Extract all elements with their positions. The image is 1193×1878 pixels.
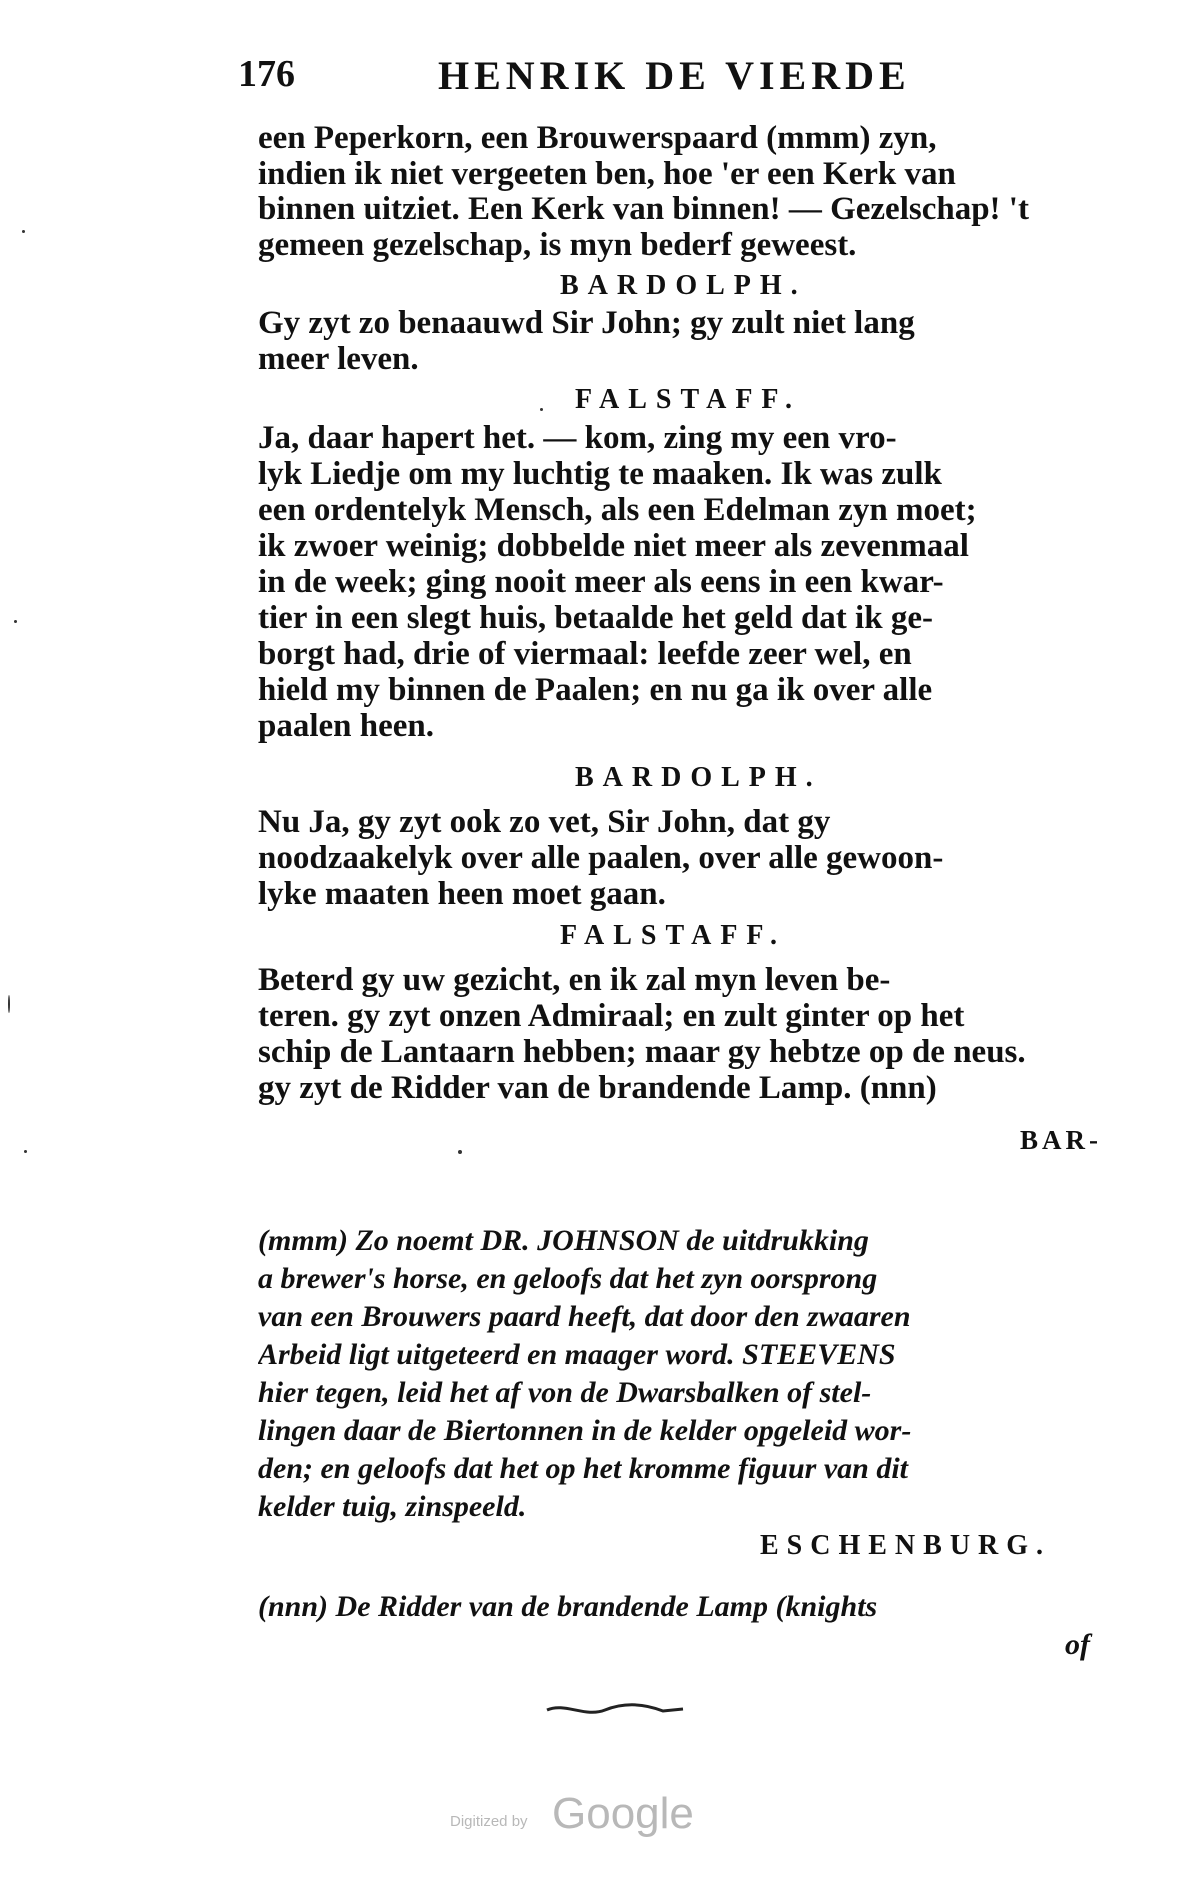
speaker-label: FALSTAFF. — [575, 384, 801, 415]
text-line: ik zwoer weinig; dobbelde niet meer als zevenmaal — [258, 528, 969, 564]
running-title: HENRIK DE VIERDE — [438, 53, 911, 98]
catchword: BAR- — [1020, 1125, 1102, 1155]
text-line: een Peperkorn, een Brouwerspaard (mmm) zyn, — [258, 120, 937, 156]
text-line: lyk Liedje om my luchtig te maaken. Ik was zulk — [258, 456, 942, 492]
text-line: Beterd gy uw gezicht, en ik zal myn leven be- — [258, 962, 891, 998]
text-line: gy zyt de Ridder van de brandende Lamp. (nnn) — [258, 1070, 937, 1106]
ornament-rule — [545, 1700, 685, 1720]
google-logo: Google — [552, 1789, 694, 1838]
digitization-watermark — [440, 1785, 760, 1845]
text-line: Ja, daar hapert het. — kom, zing my een vro- — [258, 420, 897, 456]
speck-mark — [8, 995, 10, 1013]
footnote-line: den; en geloofs dat het op het kromme figuur van dit — [258, 1452, 909, 1485]
footnote-line: kelder tuig, zinspeeld. — [258, 1490, 527, 1523]
footnote-signature: ESCHENBURG. — [760, 1530, 1052, 1561]
text-line: paalen heen. — [258, 708, 435, 744]
speck-mark — [22, 230, 25, 233]
text-line: meer leven. — [258, 341, 419, 377]
footnote-line: (nnn) De Ridder van de brandende Lamp (knights — [258, 1590, 878, 1623]
speck-mark — [24, 1150, 27, 1153]
page-number: 176 — [238, 53, 295, 95]
speaker-label: BARDOLPH. — [560, 270, 807, 301]
speaker-label: FALSTAFF. — [560, 920, 786, 951]
watermark-prefix: Digitized by — [450, 1813, 528, 1830]
footnote-line: of — [1065, 1628, 1090, 1661]
footnote-line: van een Brouwers paard heeft, dat door den zwaaren — [258, 1300, 911, 1333]
text-line: een ordentelyk Mensch, als een Edelman zyn moet; — [258, 492, 977, 528]
text-line: noodzaakelyk over alle paalen, over alle gewoon- — [258, 840, 944, 876]
text-line: indien ik niet vergeeten ben, hoe 'er een Kerk van — [258, 156, 956, 192]
text-line: borgt had, drie of viermaal: leefde zeer wel, en — [258, 636, 912, 672]
text-line: hield my binnen de Paalen; en nu ga ik over alle — [258, 672, 933, 708]
speck-mark — [14, 620, 17, 623]
text-line: Gy zyt zo benaauwd Sir John; gy zult niet lang — [258, 305, 915, 341]
text-line: schip de Lantaarn hebben; maar gy hebtze op de neus. — [258, 1034, 1026, 1070]
speaker-label: BARDOLPH. — [575, 762, 822, 793]
footnote-line: a brewer's horse, en geloofs dat het zyn oorsprong — [258, 1262, 878, 1295]
footnote-line: (mmm) Zo noemt DR. JOHNSON de uitdrukking — [258, 1224, 869, 1257]
footnote-line: Arbeid ligt uitgeteerd en maager word. STEEVENS — [258, 1338, 896, 1371]
text-line: gemeen gezelschap, is myn bederf geweest. — [258, 227, 857, 263]
text-line: in de week; ging nooit meer als eens in een kwar- — [258, 564, 944, 600]
text-line: tier in een slegt huis, betaalde het geld dat ik ge- — [258, 600, 933, 636]
speck-mark — [458, 1150, 462, 1154]
text-line: binnen uitziet. Een Kerk van binnen! — Gezelschap! 't — [258, 191, 1029, 227]
speck-mark — [540, 408, 543, 411]
text-line: lyke maaten heen moet gaan. — [258, 876, 666, 912]
page-header — [238, 52, 998, 112]
text-line: Nu Ja, gy zyt ook zo vet, Sir John, dat gy — [258, 804, 831, 840]
footnote-line: lingen daar de Biertonnen in de kelder opgeleid wor- — [258, 1414, 912, 1447]
text-line: teren. gy zyt onzen Admiraal; en zult ginter op het — [258, 998, 965, 1034]
footnote-line: hier tegen, leid het af von de Dwarsbalken of stel- — [258, 1376, 872, 1409]
